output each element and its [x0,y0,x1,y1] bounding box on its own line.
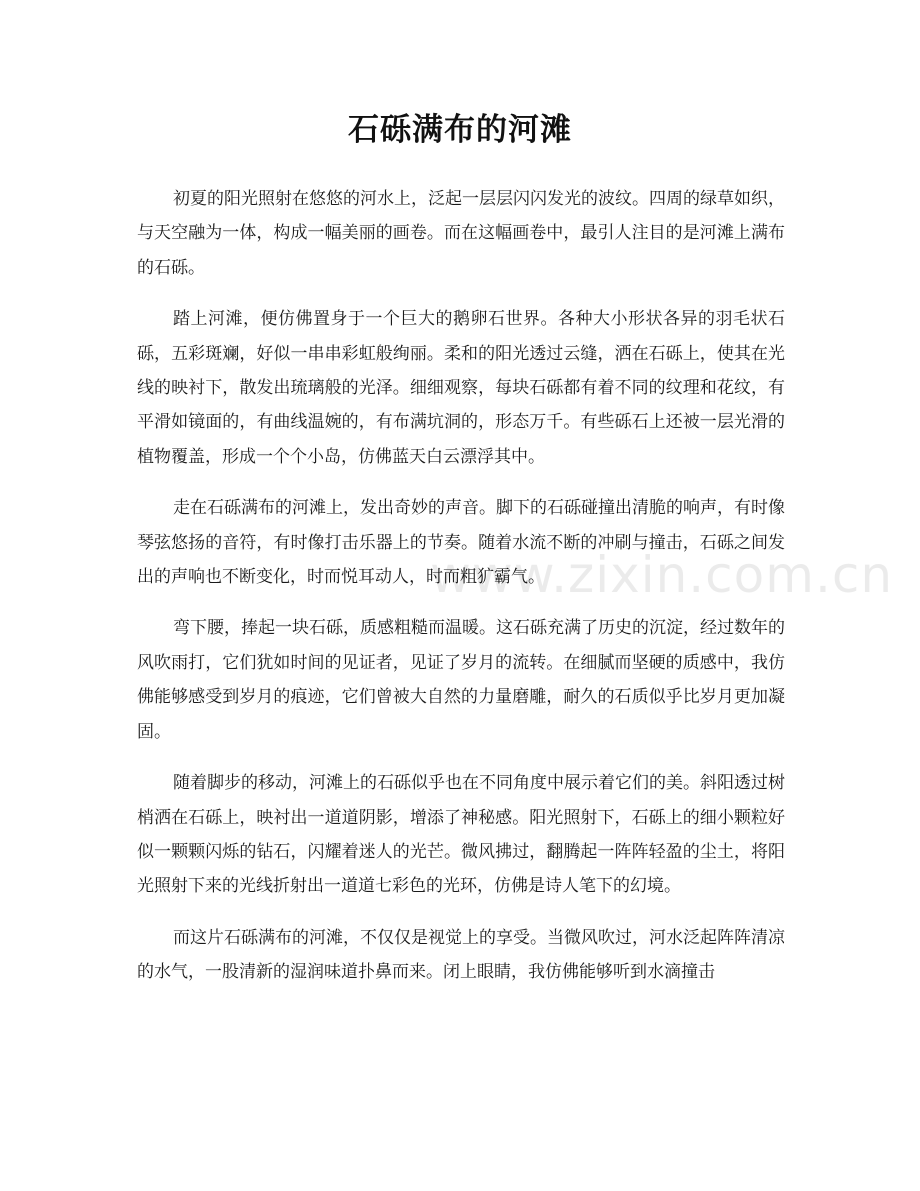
document-body [137,182,785,1007]
document-title: 石砾满布的河滩 [348,112,572,148]
paragraph-2: 踏上河滩，便仿佛置身于一个巨大的鹅卵石世界。各种大小形状各异的羽毛状石砾，五彩斑斓，好似一串串彩虹般绚丽。柔和的阳光透过云缝，洒在石砾上，使其在光线的映衬下，散发出琉璃般的光泽。细细观察，每块石砾都有着不同的纹理和花纹，有平滑如镜面的，有曲线温婉的，有布满坑洞的，形态万千。有些砾石上还被一层光滑的植物覆盖，形成一个个小岛，仿佛蓝天白云漂浮其中。 [137,309,785,467]
paragraph-3: 走在石砾满布的河滩上，发出奇妙的声音。脚下的石砾碰撞出清脆的响声，有时像琴弦悠扬的音符，有时像打击乐器上的节奏。随着水流不断的冲刷与撞击，石砾之间发出的声响也不断变化，时而悦耳动人，时而粗犷霸气。 [137,498,785,588]
paragraph-5: 随着脚步的移动，河滩上的石砾似乎也在不同角度中展示着它们的美。斜阳透过树梢洒在石砾上，映衬出一道道阴影，增添了神秘感。阳光照射下，石砾上的细小颗粒好似一颗颗闪烁的钻石，闪耀着迷人的光芒。微风拂过，翻腾起一阵阵轻盈的尘土，将阳光照射下来的光线折射出一道道七彩色的光环，仿佛是诗人笔下的幻境。 [137,773,785,897]
paragraph-4: 弯下腰，捧起一块石砾，质感粗糙而温暖。这石砾充满了历史的沉淀，经过数年的风吹雨打，它们犹如时间的见证者，见证了岁月的流转。在细腻而坚硬的质感中，我仿佛能够感受到岁月的痕迹，它们曾被大自然的力量磨雕，耐久的石质似乎比岁月更加凝固。 [137,618,785,742]
paragraph-6: 而这片石砾满布的河滩，不仅仅是视觉上的享受。当微风吹过，河水泛起阵阵清凉的水气，一股清新的湿润味道扑鼻而来。闭上眼睛，我仿佛能够听到水滴撞击 [137,927,785,983]
watermark: www.zixin.com.cn [430,546,894,604]
paragraph-1: 初夏的阳光照射在悠悠的河水上，泛起一层层闪闪发光的波纹。四周的绿草如织，与天空融为一体，构成一幅美丽的画卷。而在这幅画卷中，最引人注目的是河滩上满布的石砾。 [137,189,785,278]
